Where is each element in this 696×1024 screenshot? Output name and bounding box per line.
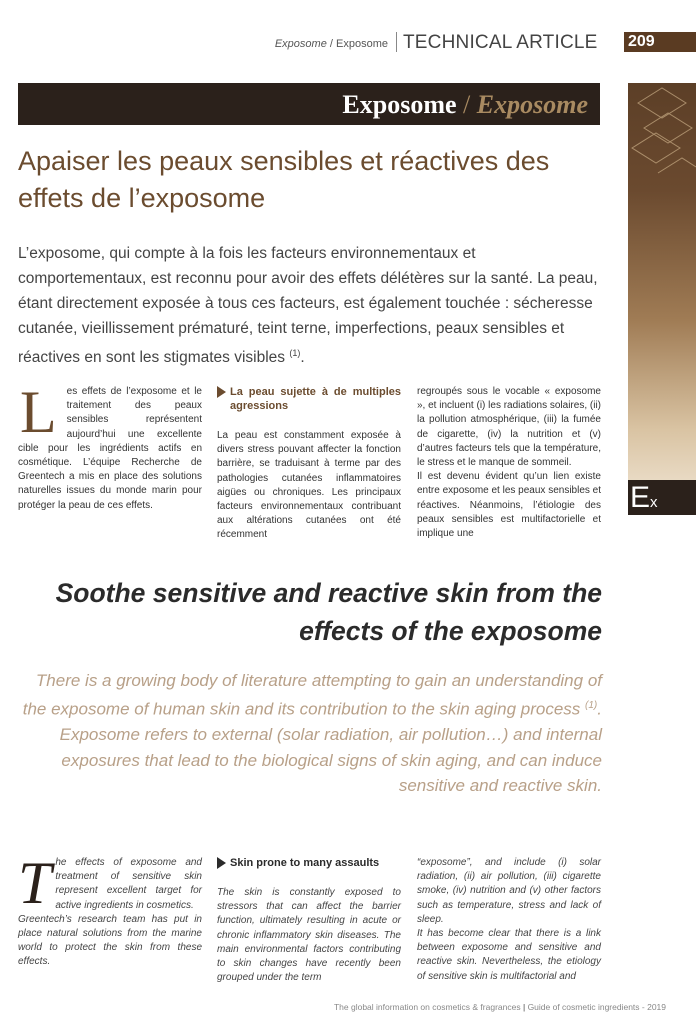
- french-subheading: [217, 385, 401, 413]
- english-lead: [18, 668, 602, 798]
- french-lead-text: L’exposome, qui compte à la fois les facteurs environnementaux et comportementaux, est reconnu pour avoir des effets délétères sur la santé. La peau, étant directement exposée à tous ces facteurs, est également touchée : sécheresse cutanée, vieillissement prématuré, teint terne, imperfections, peaux sensibles et réactives en sont les stigmates visibles: [18, 245, 598, 367]
- french-col1-text: es effets de l’exposome et le traitement des peaux sensibles représentent aujourd’hui une excellente cible pour les ingrédients actifs en cosmétique. L’équipe Recherche de Greentech a mis en place des solutions naturelles issues du monde marin pour protéger la peau de ces effets.: [18, 386, 202, 511]
- french-lead: L’exposome, qui compte à la fois les facteurs environnementaux et comportementaux, est reconnu pour avoir des effets délétères sur la santé. La peau, étant directement exposée à tous ces facteurs, est également touchée : sécheresse cutanée, vieillissement prématuré, teint terne, imperfections, peaux sensibles et réactives en sont les stigmates visibles $^{(1)}$.: [18, 245, 598, 367]
- french-column-3: [417, 385, 601, 541]
- header-category: TECHNICAL ARTICLE: [403, 32, 598, 53]
- footer-right: Guide of cosmetic ingredients - 2019: [527, 1002, 666, 1012]
- french-dropcap: L: [20, 379, 57, 445]
- french-title: Apaiser les peaux sensibles et réactives des effets de l’exposome: [18, 146, 550, 213]
- english-col3-paragraph-2: It has become clear that there is a link between exposome and sensitive and reactive skin. Nevertheless, the etiology of sensitive skin is multifactorial and: [417, 928, 601, 982]
- english-lead-ref: (1): [585, 700, 598, 712]
- section-tab-subletter: x: [650, 494, 658, 511]
- section-tab: [628, 480, 696, 515]
- french-subheading-text: La peau sujette à de multiples agressions: [230, 386, 401, 412]
- footer-left: The global information on cosmetics & fragrances: [333, 1002, 521, 1012]
- header-section-label: [275, 38, 388, 50]
- french-col3-paragraph-2: Il est devenu évident qu’un lien existe entre exposome et les peaux sensibles et réactives. Néanmoins, l’étiologie des peaux sensibles est multifactorielle et implique une: [417, 471, 601, 540]
- chevron-pattern-icon: [628, 83, 696, 203]
- banner-title-fr: Exposome: [342, 90, 457, 119]
- english-col3-paragraph-1: “exposome”, and include (i) solar radiation, (ii) air pollution, (iii) cigarette smoke, (iv) nutrition and (v) other factors such as temperature, stress and lack of sleep.: [417, 857, 601, 925]
- english-column-3: [417, 856, 601, 984]
- french-column-2: [217, 385, 401, 543]
- banner-title: [342, 90, 588, 120]
- english-column-1: [18, 850, 202, 970]
- header-section-fr: Exposome: [336, 38, 388, 50]
- english-subheading: [217, 856, 401, 870]
- french-col2-text: La peau est constamment exposée à divers stress pouvant affecter la fonction barrière, se traduisant à terme par des pathologies cutanées inflammatoires aigües ou chroniques. Les principaux facteurs environnementaux contribuant aux altérations cutanées ont été récemment: [217, 430, 401, 541]
- page-number: 209: [624, 32, 696, 52]
- english-subheading-text: Skin prone to many assaults: [230, 857, 380, 869]
- english-col1-text-2: Greentech’s research team has put in place natural solutions from the marine world to protect the skin from these effects.: [18, 913, 202, 968]
- english-col1-text-1: he effects of exposome and treatment of sensitive skin represent excellent target for active ingredients in cosmetics.: [55, 857, 202, 911]
- section-tab-letter: E: [630, 481, 651, 514]
- english-title: Soothe sensitive and reactive skin from the effects of the exposome: [55, 578, 602, 646]
- english-column-2: [217, 856, 401, 985]
- page-header: [0, 30, 696, 56]
- triangle-bullet-icon: [217, 386, 226, 398]
- banner-separator: /: [463, 90, 471, 119]
- header-section-separator: /: [329, 38, 333, 50]
- french-col3-paragraph-1: regroupés sous le vocable « exposome », et incluent (i) les radiations solaires, (ii) la pollution atmosphérique, (iii) la fumée de cigarette, (iv) la nutrition et (v) d’autres facteurs tels que la température, le stress et le manque de sommeil.: [417, 386, 601, 469]
- english-col2-text: The skin is constantly exposed to stressors that can affect the barrier function, ultimately resulting in acute or chronic inflammatory skin diseases. The main environmental factors contributing to skin changes have recently been grouped under the term: [217, 887, 401, 984]
- english-lead-part1: There is a growing body of literature attempting to gain an understanding of the exposome of human skin and its contribution to the skin aging process: [22, 671, 602, 719]
- english-lead-part2: . Exposome refers to external (solar radiation, air pollution…) and internal exposures that lead to the biological signs of skin aging, and can induce sensitive and reactive skin.: [59, 699, 602, 795]
- english-dropcap: T: [18, 850, 52, 916]
- page-footer: [0, 1002, 666, 1012]
- french-lead-ref: (1): [289, 348, 301, 358]
- footer-separator: |: [522, 1002, 526, 1012]
- header-section-en: Exposome: [274, 38, 327, 50]
- sidebar-decoration: [628, 83, 696, 515]
- header-divider: [396, 32, 397, 52]
- section-banner: [18, 83, 600, 125]
- banner-title-en: Exposome: [476, 90, 588, 119]
- triangle-bullet-icon: [217, 857, 226, 869]
- french-column-1: [18, 379, 202, 513]
